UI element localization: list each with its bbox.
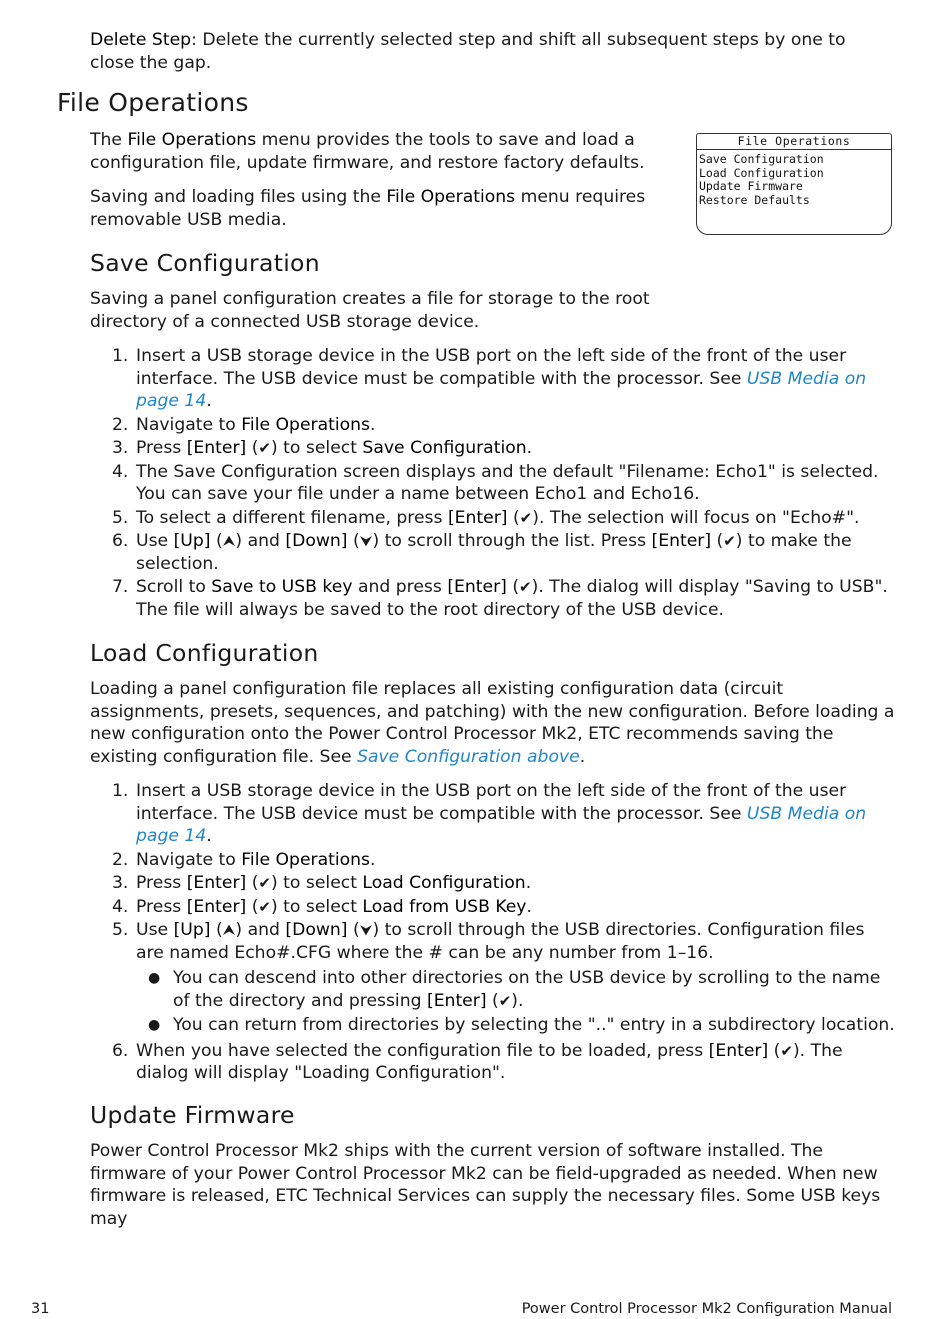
lcd-menu-item-restore: Restore Defaults	[699, 192, 810, 207]
checkmark-icon: ✔	[519, 508, 533, 527]
list-item: 5. Use [Up] (⮝) and [Down] (⮟) to scroll through the USB directories. Configuration files are named Echo#.CFG where the # can be any number from 1–16. ● You can descend into other directories on the USB device by scrolling to the name of the directory and pressing [Enter] (✔). ● You can return from directories by selecting the ".." entry in a subdirectory location.	[112, 920, 895, 1035]
checkmark-icon: ✔	[723, 532, 736, 550]
list-item: 1. Insert a USB storage device in the USB port on the left side of the front of the user interface. The USB device must be compatible with the processor. See USB Media on page 14.	[112, 346, 867, 411]
list-item: 4. Press [Enter] (✔) to select Load from USB Key.	[112, 896, 532, 917]
list-item: 2. Navigate to File Operations.	[112, 414, 376, 435]
checkmark-icon: ✔	[780, 1041, 793, 1060]
list-item: ● You can return from directories by selecting the ".." entry in a subdirectory location.	[148, 1015, 895, 1035]
manual-title: Power Control Processor Mk2 Configuration Manual	[521, 1301, 892, 1317]
load-configuration-heading: Load Configuration	[90, 639, 319, 667]
delete-step-term: Delete Step	[90, 30, 192, 50]
delete-step-paragraph	[90, 29, 890, 74]
checkmark-icon: ✔	[258, 874, 271, 892]
list-item: 6. When you have selected the configuration file to be loaded, press [Enter] (✔). The dialog will display "Loading Configuration".	[112, 1040, 843, 1083]
lcd-menu-item-load: Load Configuration	[699, 165, 824, 180]
lcd-menu-item-update: Update Firmware	[699, 179, 803, 194]
list-item: ● You can descend into other directories on the USB device by scrolling to the name of the directory and pressing [Enter] (✔).	[148, 968, 881, 1011]
list-item: 6. Use [Up] (⮝) and [Down] (⮟) to scroll through the list. Press [Enter] (✔) to make the selection.	[112, 531, 852, 574]
delete-step-text: : Delete the currently selected step and shift all subsequent steps by one to close the gap.	[90, 30, 846, 73]
usb-media-link[interactable]: USB Media on page 14	[136, 368, 867, 411]
up-arrow-icon: ⮝	[222, 532, 236, 550]
list-item: 5. To select a different filename, press [Enter] (✔). The selection will focus on "Echo#".	[112, 507, 860, 528]
save-configuration-link[interactable]: Save Configuration above	[357, 746, 580, 767]
save-configuration-heading: Save Configuration	[90, 249, 320, 277]
update-firmware-paragraph: Power Control Processor Mk2 ships with the current version of software installed. The firmware of your Power Control Processor Mk2 can be field-upgraded as needed. When new firmware is released, ETC Technical Services can supply the necessary files. Some USB keys may	[90, 1141, 881, 1229]
list-item: 3. Press [Enter] (✔) to select Save Configuration.	[112, 438, 533, 458]
lcd-menu-item-save: Save Configuration	[699, 152, 824, 166]
checkmark-icon: ✔	[498, 991, 512, 1010]
checkmark-icon: ✔	[258, 439, 271, 457]
update-firmware-heading: Update Firmware	[90, 1101, 295, 1129]
list-item: 1. Insert a USB storage device in the USB port on the left side of the front of the user interface. The USB device must be compatible with the processor. See USB Media on page 14.	[112, 781, 867, 846]
save-steps-list	[90, 345, 895, 621]
usb-media-link[interactable]: USB Media on page 14	[136, 803, 867, 846]
load-configuration-intro: Loading a panel configuration file replaces all existing configuration data (circuit assignments, presets, sequences, and patching) with the new configuration. Before loading a new configuration onto the Power Control Processor Mk2, ETC recommends saving the existing configuration file. See Save Configuration above.	[90, 679, 895, 767]
down-arrow-icon: ⮟	[359, 532, 373, 550]
down-arrow-icon: ⮟	[359, 921, 373, 939]
file-operations-paragraph-2: Saving and loading files using the File Operations menu requires removable USB media.	[90, 187, 646, 230]
bullet-icon: ●	[148, 970, 161, 986]
list-item: 3. Press [Enter] (✔) to select Load Configuration.	[112, 873, 532, 893]
up-arrow-icon: ⮝	[222, 921, 236, 939]
page-number: 31	[31, 1301, 50, 1317]
list-item: 7. Scroll to Save to USB key and press [Enter] (✔). The dialog will display "Saving to USB". The file will always be saved to the root directory of the USB device.	[112, 577, 888, 620]
lcd-screen-figure	[696, 133, 892, 235]
save-configuration-intro: Saving a panel configuration creates a file for storage to the root directory of a connected USB storage device.	[90, 289, 650, 332]
sub-bullet-list	[136, 967, 895, 1037]
checkmark-icon: ✔	[519, 578, 532, 596]
list-item: 2. Navigate to File Operations.	[112, 849, 376, 870]
lcd-screen-title: File Operations	[697, 134, 891, 150]
list-item: 4. The Save Configuration screen displays and the default "Filename: Echo1" is selected. You can save your file under a name between Echo1 and Echo16.	[112, 461, 879, 504]
file-operations-paragraph-1: The File Operations menu provides the tools to save and load a configuration file, update firmware, and restore factory defaults.	[90, 130, 645, 173]
bullet-icon: ●	[148, 1017, 161, 1033]
load-steps-list	[90, 780, 895, 1085]
file-operations-heading: File Operations	[57, 88, 249, 117]
checkmark-icon: ✔	[258, 897, 271, 916]
